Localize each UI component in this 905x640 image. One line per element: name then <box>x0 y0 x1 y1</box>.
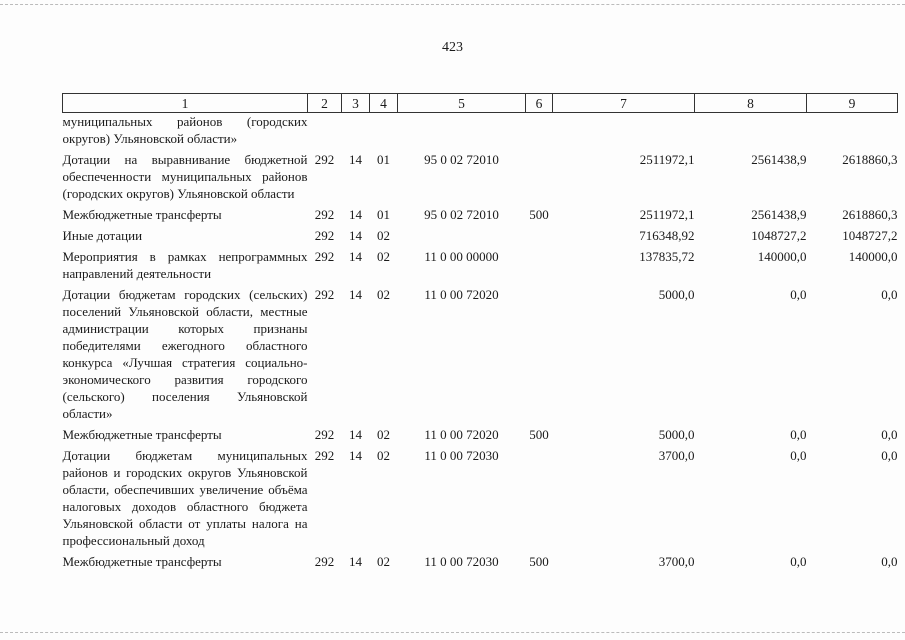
row-expense-type <box>526 447 553 553</box>
row-target-article: 11 0 00 72020 <box>424 427 499 442</box>
row-value-col7: 716348,92 <box>639 228 695 243</box>
row-ministry: 292 <box>314 152 335 167</box>
table-row <box>63 447 898 553</box>
row-value-col7: 5000,0 <box>658 427 695 442</box>
row-ministry: 292 <box>314 207 335 222</box>
col-header-3: 3 <box>342 94 370 113</box>
row-name: Иные дотации <box>62 228 143 243</box>
row-value-col7 <box>553 113 695 152</box>
row-target-article: 11 0 00 72020 <box>424 287 499 302</box>
row-target-article: 11 0 00 00000 <box>424 249 499 264</box>
row-section <box>342 113 370 152</box>
row-subsection <box>370 113 398 152</box>
row-ministry: 292 <box>314 249 335 264</box>
row-subsection: 02 <box>377 287 390 302</box>
row-ministry: 292 <box>314 554 335 569</box>
header-row <box>63 94 898 113</box>
row-subsection: 02 <box>377 249 390 264</box>
row-ministry: 292 <box>314 287 335 302</box>
row-value-col7: 137835,72 <box>639 249 695 264</box>
row-section: 14 <box>349 152 362 167</box>
row-expense-type: 500 <box>529 207 549 222</box>
table-row <box>63 206 898 227</box>
row-section: 14 <box>349 207 362 222</box>
row-subsection: 02 <box>377 427 390 442</box>
col-header-8: 8 <box>695 94 807 113</box>
row-expense-type: 500 <box>529 427 549 442</box>
row-value-col7: 3700,0 <box>658 554 695 569</box>
row-target-article: 11 0 00 72030 <box>424 448 499 463</box>
page-number: 423 <box>442 40 463 55</box>
row-value-col8: 0,0 <box>790 287 807 302</box>
row-ministry: 292 <box>314 448 335 463</box>
row-subsection: 01 <box>377 152 390 167</box>
row-value-col9: 0,0 <box>881 448 898 463</box>
row-value-col7: 5000,0 <box>658 287 695 302</box>
row-section: 14 <box>349 287 362 302</box>
table-row <box>63 151 898 206</box>
scan-top-edge <box>0 4 905 5</box>
row-value-col8 <box>695 113 807 152</box>
row-section: 14 <box>349 249 362 264</box>
row-ministry <box>308 113 342 152</box>
row-expense-type <box>526 248 553 286</box>
scan-bottom-edge <box>0 632 905 633</box>
row-value-col8: 0,0 <box>790 554 807 569</box>
row-section: 14 <box>349 427 362 442</box>
row-section: 14 <box>349 448 362 463</box>
table-row <box>63 248 898 286</box>
row-value-col8: 140000,0 <box>757 249 807 264</box>
row-name: Дотации бюджетам муниципальных районов и городских округов Ульяновской области, обеспечивших увеличение объёма налоговых доходов областного бюджета Ульяновской области от уплаты налога на профессиональный доход <box>62 448 308 548</box>
col-header-1: 1 <box>63 94 308 113</box>
row-expense-type <box>526 286 553 426</box>
col-header-6: 6 <box>526 94 553 113</box>
row-subsection: 01 <box>377 207 390 222</box>
row-target-article: 11 0 00 72030 <box>424 554 499 569</box>
row-expense-type <box>526 151 553 206</box>
table-row <box>63 553 898 574</box>
row-name: Дотации бюджетам городских (сельских) поселений Ульяновской области, местные администрации которых признаны победителями ежегодного областного конкурса «Лучшая стратегия социально-экономического развития городского (сельского) поселения Ульяновской области» <box>62 287 308 421</box>
row-target-article: 95 0 02 72010 <box>424 207 499 222</box>
row-value-col9: 1048727,2 <box>842 228 898 243</box>
row-value-col9: 2618860,3 <box>842 207 898 222</box>
col-header-2: 2 <box>308 94 342 113</box>
row-expense-type: 500 <box>529 554 549 569</box>
row-value-col7: 2511972,1 <box>639 152 695 167</box>
table-row <box>63 113 898 152</box>
col-header-9: 9 <box>807 94 898 113</box>
row-name: Мероприятия в рамках непрограммных направлений деятельности <box>62 249 308 281</box>
row-name: муниципальных районов (городских округов) Ульяновской области» <box>62 114 308 146</box>
row-value-col8: 1048727,2 <box>751 228 807 243</box>
budget-table <box>62 93 898 574</box>
row-name: Межбюджетные трансферты <box>62 207 222 222</box>
row-value-col8: 2561438,9 <box>751 152 807 167</box>
row-subsection: 02 <box>377 228 390 243</box>
row-section: 14 <box>349 554 362 569</box>
col-header-4: 4 <box>370 94 398 113</box>
row-name: Дотации на выравнивание бюджетной обеспеченности муниципальных районов (городских округов) Ульяновской области <box>62 152 308 201</box>
row-value-col9: 2618860,3 <box>842 152 898 167</box>
row-target-article <box>398 113 526 152</box>
row-name: Межбюджетные трансферты <box>62 554 222 569</box>
table-row <box>63 286 898 426</box>
row-value-col7: 3700,0 <box>658 448 695 463</box>
row-subsection: 02 <box>377 448 390 463</box>
row-value-col9: 0,0 <box>881 554 898 569</box>
row-section: 14 <box>349 228 362 243</box>
table-row <box>63 227 898 248</box>
row-expense-type <box>526 113 553 152</box>
row-expense-type <box>526 227 553 248</box>
row-value-col8: 0,0 <box>790 427 807 442</box>
row-ministry: 292 <box>314 228 335 243</box>
row-value-col9 <box>807 113 898 152</box>
row-value-col7: 2511972,1 <box>639 207 695 222</box>
row-value-col8: 0,0 <box>790 448 807 463</box>
col-header-5: 5 <box>398 94 526 113</box>
row-value-col9: 140000,0 <box>848 249 898 264</box>
row-ministry: 292 <box>314 427 335 442</box>
row-value-col8: 2561438,9 <box>751 207 807 222</box>
table-row <box>63 426 898 447</box>
row-target-article <box>398 227 526 248</box>
row-value-col9: 0,0 <box>881 427 898 442</box>
row-name: Межбюджетные трансферты <box>62 427 222 442</box>
row-subsection: 02 <box>377 554 390 569</box>
col-header-7: 7 <box>553 94 695 113</box>
row-target-article: 95 0 02 72010 <box>424 152 499 167</box>
row-value-col9: 0,0 <box>881 287 898 302</box>
